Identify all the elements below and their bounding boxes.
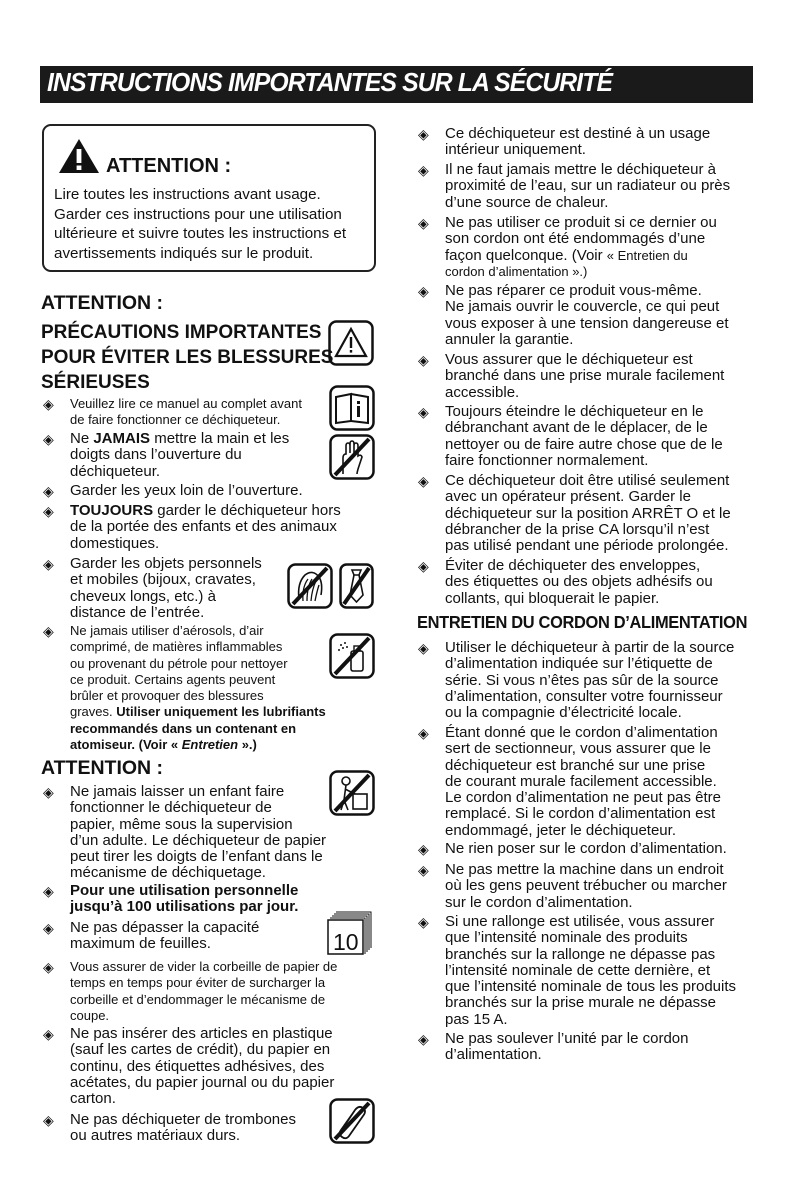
attention-heading-2: ATTENTION : [41,757,164,779]
bullet: ◈ [418,473,429,489]
line: remplacé. Si le cordon d’alimentation est [445,805,716,823]
text: « Entretien du [606,247,688,263]
bullet: ◈ [43,1026,54,1042]
warning-triangle-icon [58,138,100,174]
line: de courant murale facilement accessible. [445,772,717,790]
line: acétates, du papier journal ou du papier [70,1073,335,1091]
bullet: ◈ [418,352,429,368]
bold-text: JAMAIS [93,430,151,447]
line: Le cordon d’alimentation ne peut pas être [445,789,722,807]
bold-line: jusqu’à 100 utilisations par jour. [70,898,299,916]
line: pas utilisé pendant une période prolongée. [445,537,729,555]
line: Ne pas soulever l’unité par le cordon [445,1030,689,1047]
line: temps en temps pour éviter de surcharger la [70,975,326,991]
line: que l’intensité nominale des produits [445,929,688,947]
line: distance de l’entrée. [70,603,205,621]
line: (sauf les cartes de crédit), du papier en [70,1041,331,1059]
bullet: ◈ [418,162,429,178]
line: corbeille et d’endommager le mécanisme de [70,991,326,1007]
title-banner [40,66,753,103]
line: Vous assurer que le déchiqueteur est [445,351,693,368]
line: cheveux longs, etc.) à [70,587,216,605]
capacity-number: 10 [333,929,359,955]
bullet: ◈ [43,959,54,975]
line: l’intensité nominale de cette dernière, et [445,961,711,979]
line: Ne jamais ouvrir le couvercle, ce qui peut [445,298,720,316]
bullet: ◈ [418,283,429,299]
line: proximité de l’eau, sur un radiateur ou près [445,177,731,195]
line: accessible. [445,383,520,401]
attention-box-title: ATTENTION : [106,155,232,177]
text: ».) [238,737,257,753]
page-title: INSTRUCTIONS IMPORTANTES SUR LA SÉCURITÉ [47,69,613,97]
line: peut tirer les doigts de l’enfant dans le [70,848,323,866]
line: Ne pas réparer ce produit vous-même. [445,282,702,299]
line: brûler et provoquer des blessures [70,688,264,704]
line: d’une source de chaleur. [445,193,609,211]
line: de faire fonctionner ce déchiqueteur. [70,412,281,428]
attention-box [42,124,376,272]
bullet: ◈ [418,862,429,878]
line: doigts dans l’ouverture du [70,446,242,464]
warning-triangle-icon [328,320,374,366]
line: nettoyer ou de faire autre chose que de le [445,435,723,453]
no-aerosol-icon [329,633,375,679]
line: de la portée des enfants et des animaux [70,518,337,536]
line: Veuillez lire ce manuel au complet avant [70,396,302,411]
line: déchiqueteur sur la position ARRÊT O et le [445,504,731,522]
bullet: ◈ [43,920,54,936]
line: déchiqueteur. [70,462,161,480]
line: pas 15 A. [445,1010,508,1028]
line: Ce déchiqueteur est destiné à un usage [445,125,711,142]
line: comprimé, de matières inflammables [70,639,283,655]
line: sert de sectionneur, vous assurer que le [445,740,711,758]
line: coupe. [70,1007,110,1023]
line: Toujours éteindre le déchiqueteur en le [445,403,704,420]
no-children-icon [329,770,375,816]
line: annuler la garantie. [445,330,574,348]
attention-heading-1: ATTENTION : [41,292,164,314]
italic-text: Entretien [181,737,239,753]
line: endommagé, jeter le déchiqueteur. [445,821,676,839]
line: Ne jamais laisser un enfant faire [70,783,285,800]
line: débranchant avant de le déplacer, de le [445,419,708,437]
bold-text: TOUJOURS [70,502,154,519]
text: atomiseur. (Voir « [70,737,182,753]
line: série. Si vous n’êtes pas sûr de la source [445,671,719,689]
line: d’alimentation. [445,1046,542,1064]
bullet: ◈ [418,914,429,930]
line: déchiqueteur est branché sur une prise [445,756,706,774]
cord-maintenance-heading: ENTRETIEN DU CORDON D’ALIMENTATION [417,612,748,632]
bullet: ◈ [43,1112,54,1128]
line: papier, même sous la supervision [70,815,293,833]
line: Ne pas déchiqueter de trombones [70,1111,296,1128]
bold-line: Pour une utilisation personnelle [70,882,299,899]
line: Si une rallonge est utilisée, vous assurer [445,913,715,930]
line: Ne pas insérer des articles en plastique [70,1025,333,1042]
line: ou la compagnie d’électricité locale. [445,704,682,722]
bullet: ◈ [43,784,54,800]
line: Vous assurer de vider la corbeille de papier de [70,959,338,974]
line: Ne jamais utiliser d’aérosols, d’air [70,623,264,638]
line: et mobiles (bijoux, cravates, [70,571,256,589]
line: ou autres matériaux durs. [70,1127,241,1145]
line: son cordon ont été endommagés d’une [445,230,706,248]
text: graves. [70,704,117,720]
bullet: ◈ [418,841,429,857]
line: des étiquettes ou des objets adhésifs ou [445,573,713,591]
line: Il ne faut jamais mettre le déchiqueteur à [445,161,716,178]
line: Ne pas mettre la machine dans un endroit [445,861,724,878]
bullet: ◈ [418,725,429,741]
line: carton. [70,1090,116,1108]
line: domestiques. [70,534,160,552]
line: Ne pas dépasser la capacité [70,919,260,936]
line: collants, qui bloquerait le papier. [445,589,660,607]
line: Ce déchiqueteur doit être utilisé seulement [445,472,730,489]
line: ou provenant du pétrole pour nettoyer [70,655,288,671]
bullet: ◈ [43,503,54,519]
bullet: ◈ [43,483,54,499]
line: Utiliser le déchiqueteur à partir de la source [445,639,735,656]
bullet: ◈ [43,883,54,899]
precautions-heading [41,320,333,395]
line: ce produit. Certains agents peuvent [70,671,276,687]
bullet: ◈ [43,623,54,639]
no-paperclip-icon [329,1098,375,1144]
line: Ne rien poser sur le cordon d’alimentation. [445,840,727,857]
bullet: ◈ [418,404,429,420]
line: branchés sur la rallonge ne dépasse pas [445,945,716,963]
precautions-heading-line: PRÉCAUTIONS IMPORTANTES [41,322,322,343]
line: Éviter de déchiqueter des enveloppes, [445,557,701,574]
no-tie-icon [339,563,374,609]
bullet: ◈ [418,558,429,574]
bullet: ◈ [418,640,429,656]
text: façon quelconque. (Voir [445,246,607,264]
line: sur le cordon d’alimentation. [445,893,633,911]
bold-text: Utiliser uniquement les lubrifiants [116,704,326,720]
line: branchés sur la prise murale ne dépasse [445,994,716,1012]
line: intérieur uniquement. [445,141,586,159]
no-hand-icon [329,434,375,480]
line: Garder les objets personnels [70,555,262,572]
line: d’alimentation, consulter votre fournisseur [445,687,723,705]
text: garder le déchiqueteur hors [153,502,341,519]
bullet: ◈ [418,126,429,142]
line: continu, des étiquettes adhésives, des [70,1057,325,1075]
line: Garder les yeux loin de l’ouverture. [70,482,303,499]
bullet: ◈ [43,556,54,572]
line: vous exposer à une tension dangereuse et [445,314,729,332]
sheet-capacity-icon [327,908,375,956]
line: d’alimentation indiquée sur l’étiquette de [445,655,713,673]
precautions-heading-line: SÉRIEUSES [41,372,150,393]
text: Ne [70,430,94,447]
line: où les gens peuvent trébucher ou marcher [445,877,727,895]
attention-box-body: Lire toutes les instructions avant usage. Garder ces instructions pour une utilisation ultérieure et suivre toutes les instructions et avertissements indiqués sur le produit. [54,186,347,263]
line: cordon d’alimentation ».) [445,263,588,279]
line: que l’intensité nominale de tous les produits [445,978,737,996]
line: maximum de feuilles. [70,935,211,953]
read-manual-icon [329,385,375,431]
line: d’un adulte. Le déchiqueteur de papier [70,831,327,849]
line: Ne pas utiliser ce produit si ce dernier ou [445,214,717,231]
line: fonctionner le déchiqueteur de [70,799,272,817]
line: débrancher de la prise CA lorsqu’il n’est [445,520,710,538]
text: mettre la main et les [150,430,290,447]
line: faire fonctionner normalement. [445,451,649,469]
line: Étant donné que le cordon d’alimentation [445,724,718,741]
line: mécanisme de déchiquetage. [70,864,266,882]
bullet: ◈ [418,215,429,231]
no-hair-icon [287,563,333,609]
bold-line: recommandés dans un contenant en [70,720,297,736]
bullet: ◈ [43,396,54,412]
bullet: ◈ [43,431,54,447]
line: branché dans une prise murale facilement [445,367,725,385]
precautions-heading-line: POUR ÉVITER LES BLESSURES [41,347,334,368]
bullet: ◈ [418,1031,429,1047]
line: avec un opérateur présent. Garder le [445,488,691,506]
